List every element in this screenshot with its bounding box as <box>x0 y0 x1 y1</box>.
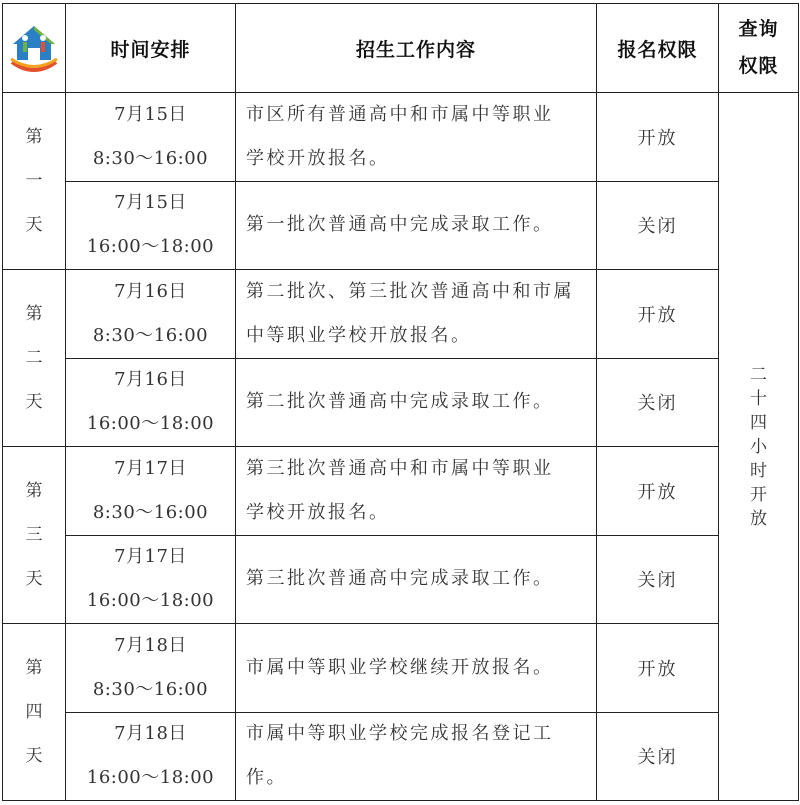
schedule-table <box>2 3 799 801</box>
day-label <box>3 447 66 624</box>
content-line: 作。 <box>246 767 287 789</box>
signup-permission: 关闭 <box>597 182 719 271</box>
date: 7月17日 <box>114 457 187 479</box>
signup-permission: 开放 <box>597 447 719 536</box>
content-line: 市区所有普通高中和市属中等职业 <box>246 103 554 125</box>
query-char: 十 <box>750 388 767 409</box>
work-content <box>236 93 597 182</box>
day-label <box>3 270 66 447</box>
house-logo-icon <box>7 22 61 74</box>
work-content <box>236 270 597 359</box>
day-char: 天 <box>25 392 43 412</box>
work-content <box>236 447 597 536</box>
date: 7月16日 <box>114 280 187 302</box>
time-range: 8:30～16:00 <box>92 147 209 169</box>
date: 7月17日 <box>114 546 187 568</box>
time-slot <box>66 536 236 625</box>
work-content <box>236 182 597 271</box>
query-char: 时 <box>750 460 767 481</box>
work-content <box>236 359 597 448</box>
day-char: 第 <box>25 304 43 324</box>
header-signup-permission: 报名权限 <box>597 4 719 93</box>
time-range: 8:30～16:00 <box>92 501 209 523</box>
day-char: 第 <box>25 658 43 678</box>
logo-cell <box>3 4 66 93</box>
content-line: 学校开放报名。 <box>246 147 390 169</box>
content-line: 中等职业学校开放报名。 <box>246 324 472 346</box>
day-char: 一 <box>25 171 43 191</box>
header-content: 招生工作内容 <box>236 4 597 93</box>
content-line: 第三批次普通高中和市属中等职业 <box>246 457 554 479</box>
query-char: 二 <box>750 364 767 385</box>
day-label <box>3 624 66 801</box>
time-slot <box>66 270 236 359</box>
signup-permission: 开放 <box>597 93 719 182</box>
date: 7月16日 <box>114 369 187 391</box>
time-slot <box>66 93 236 182</box>
signup-permission: 开放 <box>597 624 719 713</box>
header-query-line2: 权限 <box>738 55 779 77</box>
query-permission <box>719 93 799 801</box>
day-char: 三 <box>25 525 43 545</box>
header-time: 时间安排 <box>66 4 236 93</box>
signup-permission: 开放 <box>597 270 719 359</box>
day-char: 二 <box>25 348 43 368</box>
day-char: 天 <box>25 569 43 589</box>
content-line: 学校开放报名。 <box>246 501 390 523</box>
header-query-line1: 查询 <box>738 18 779 40</box>
content-line: 市属中等职业学校完成报名登记工 <box>246 723 554 745</box>
day-label <box>3 93 66 270</box>
work-content <box>236 624 597 713</box>
content-line: 市属中等职业学校继续开放报名。 <box>246 656 554 678</box>
time-range: 16:00～18:00 <box>86 767 215 789</box>
time-range: 16:00～18:00 <box>86 413 215 435</box>
query-char: 开 <box>750 484 767 505</box>
content-line: 第二批次普通高中完成录取工作。 <box>246 391 554 413</box>
day-char: 四 <box>25 702 43 722</box>
date: 7月15日 <box>114 192 187 214</box>
time-range: 8:30～16:00 <box>92 324 209 346</box>
signup-permission: 关闭 <box>597 359 719 448</box>
time-range: 16:00～18:00 <box>86 236 215 258</box>
time-slot <box>66 624 236 713</box>
time-slot <box>66 447 236 536</box>
date: 7月15日 <box>114 103 187 125</box>
day-char: 第 <box>25 127 43 147</box>
query-char: 小 <box>750 436 767 457</box>
content-line: 第三批次普通高中完成录取工作。 <box>246 568 554 590</box>
signup-permission: 关闭 <box>597 536 719 625</box>
day-char: 天 <box>25 746 43 766</box>
date: 7月18日 <box>114 723 187 745</box>
day-char: 第 <box>25 481 43 501</box>
date: 7月18日 <box>114 634 187 656</box>
query-char: 四 <box>750 412 767 433</box>
query-char: 放 <box>750 508 767 529</box>
content-line: 第一批次普通高中完成录取工作。 <box>246 214 554 236</box>
content-line: 第二批次、第三批次普通高中和市属 <box>246 280 574 302</box>
time-range: 8:30～16:00 <box>92 678 209 700</box>
time-slot <box>66 713 236 802</box>
time-range: 16:00～18:00 <box>86 590 215 612</box>
work-content <box>236 713 597 802</box>
time-slot <box>66 182 236 271</box>
work-content <box>236 536 597 625</box>
day-char: 天 <box>25 215 43 235</box>
signup-permission: 关闭 <box>597 713 719 802</box>
header-query-permission <box>719 4 799 93</box>
time-slot <box>66 359 236 448</box>
